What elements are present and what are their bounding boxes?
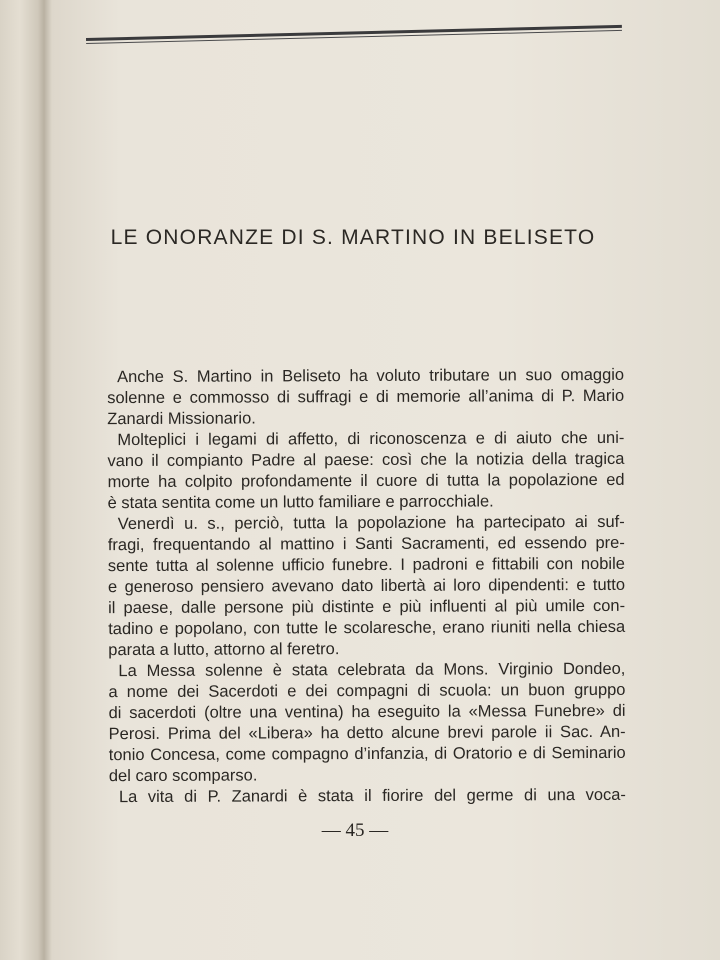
text-line: di sacerdoti (oltre una ventina) ha eseguito la «Messa Funebre» di bbox=[108, 701, 626, 723]
text-line: Zanardi Missionario. bbox=[107, 409, 256, 429]
text-line: solenne e commosso di suffragi e di memorie all’anima di P. Mario bbox=[107, 386, 625, 408]
text-line: La Messa solenne è stata celebrata da Mons. Virginio Dondeo, bbox=[118, 659, 626, 681]
text-line: è stata sentita come un lutto familiare e parrocchiale. bbox=[107, 492, 494, 513]
text-line: Molteplici i legami di affetto, di riconoscenza e di aiuto che uni- bbox=[117, 428, 625, 450]
text-line: vano il compianto Padre al paese: così che la notizia della tragica bbox=[107, 449, 625, 471]
text-line: Venerdì u. s., perciò, tutta la popolazione ha partecipato ai suf- bbox=[117, 512, 625, 534]
text-line: tadino e popolano, con tutte le scolaresche, erano riuniti nella chiesa bbox=[108, 617, 626, 639]
text-line: parata a lutto, attorno al feretro. bbox=[108, 640, 340, 660]
article-body bbox=[107, 365, 626, 808]
text-line: e generoso pensiero avevano dato libertà ai loro dipendenti: e tutto bbox=[107, 575, 626, 597]
article-title: LE ONORANZE DI S. MARTINO IN BELISETO bbox=[110, 226, 596, 249]
text-line: a nome dei Sacerdoti e dei compagni di scuola: un buon gruppo bbox=[108, 680, 626, 702]
text-line: Perosi. Prima del «Libera» ha detto alcune brevi parole ii Sac. An- bbox=[108, 722, 626, 744]
text-line: tonio Concesa, come compagno d’infanzia, di Oratorio e di Seminario bbox=[108, 743, 626, 765]
decorative-double-rule bbox=[86, 25, 622, 46]
page-number: — 45 — bbox=[321, 820, 389, 841]
text-line: il paese, dalle persone più distinte e più influenti al più umile con- bbox=[108, 596, 626, 618]
text-line: sente tutta al solenne ufficio funebre. I padroni e fittabili con nobile bbox=[107, 554, 625, 576]
text-line: morte ha colpito profondamente il cuore di tutta la popolazione ed bbox=[107, 470, 625, 492]
text-line: La vita di P. Zanardi è stata il fiorire del germe di una voca- bbox=[118, 785, 626, 807]
text-line: Anche S. Martino in Beliseto ha voluto tributare un suo omaggio bbox=[117, 365, 625, 387]
text-line: fragi, frequentando al mattino i Santi Sacramenti, ed essendo pre- bbox=[107, 533, 625, 555]
text-line: del caro scomparso. bbox=[108, 766, 258, 786]
